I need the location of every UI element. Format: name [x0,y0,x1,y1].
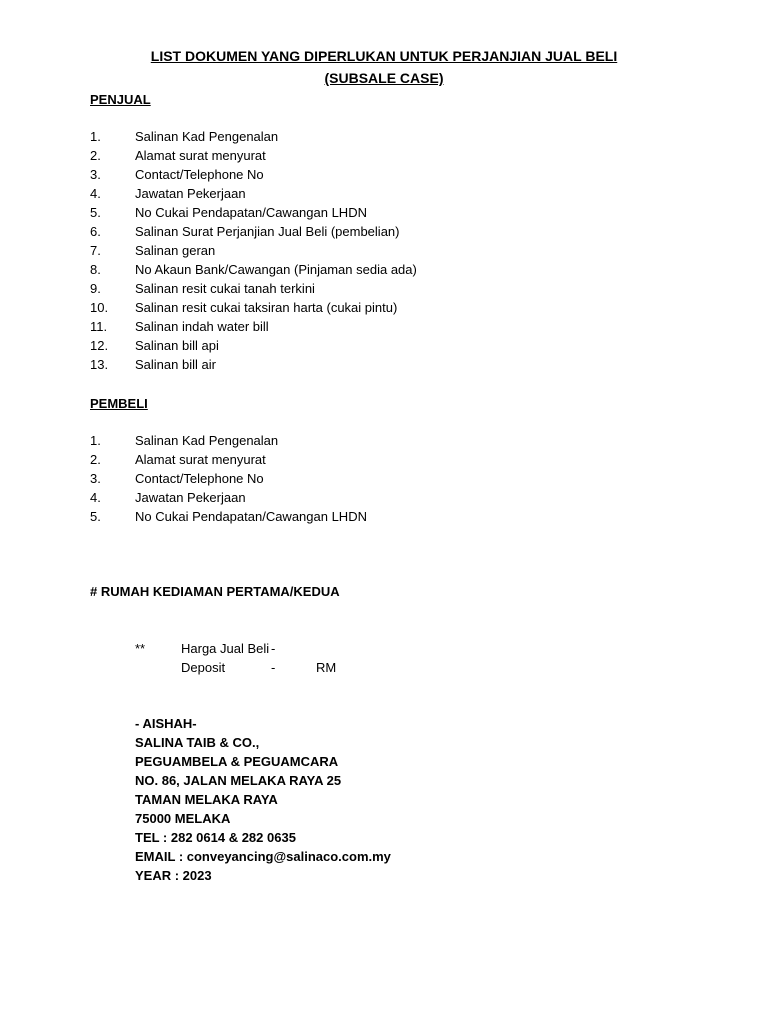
item-number: 3. [90,167,101,182]
deposit-label: Deposit [181,660,226,675]
price-marker: ** [135,641,146,656]
item-number: 2. [90,452,101,467]
item-number: 7. [90,243,101,258]
item-number: 1. [90,433,101,448]
item-number: 4. [90,186,101,201]
item-text: Salinan indah water bill [135,319,269,334]
list-item [90,317,417,336]
item-number: 10. [90,300,109,315]
penjual-heading: PENJUAL [90,92,151,107]
item-text: Salinan resit cukai taksiran harta (cukai pintu) [135,300,398,315]
item-text: Salinan Surat Perjanjian Jual Beli (pembelian) [135,224,400,239]
firm-role: PEGUAMBELA & PEGUAMCARA [135,754,339,769]
list-item [90,298,417,317]
item-text: Jawatan Pekerjaan [135,186,246,201]
item-text: No Cukai Pendapatan/Cawangan LHDN [135,509,367,524]
item-number: 8. [90,262,101,277]
item-number: 2. [90,148,101,163]
deposit-dash: - [271,660,276,675]
item-number: 6. [90,224,101,239]
list-item [90,146,417,165]
deposit-currency: RM [316,660,337,675]
item-text: Salinan resit cukai tanah terkini [135,281,315,296]
telephone: TEL : 282 0614 & 282 0635 [135,830,296,845]
list-item [90,279,417,298]
document-subtitle: (SUBSALE CASE) [324,70,444,86]
item-text: Salinan Kad Pengenalan [135,129,279,144]
list-item [90,260,417,279]
contact-block [135,714,391,885]
item-text: Salinan bill air [135,357,216,372]
list-item [90,127,417,146]
firm-name: SALINA TAIB & CO., [135,735,260,750]
item-text: No Cukai Pendapatan/Cawangan LHDN [135,205,367,220]
item-text: Alamat surat menyurat [135,452,266,467]
item-number: 12. [90,338,109,353]
list-item [90,507,367,526]
item-number: 4. [90,490,101,505]
item-number: 13. [90,357,109,372]
item-text: Contact/Telephone No [135,471,264,486]
list-item [90,241,417,260]
list-item [90,355,417,374]
list-item [90,165,417,184]
address-line: TAMAN MELAKA RAYA [135,792,278,807]
document-title: LIST DOKUMEN YANG DIPERLUKAN UNTUK PERJANJIAN JUAL BELI [150,48,618,64]
item-text: Salinan Kad Pengenalan [135,433,279,448]
list-item [90,431,367,450]
item-number: 9. [90,281,101,296]
price-label: Harga Jual Beli [181,641,270,656]
pembeli-list [90,431,367,526]
list-item [90,336,417,355]
list-item [90,469,367,488]
list-item [90,488,367,507]
list-item [90,222,417,241]
item-text: Jawatan Pekerjaan [135,490,246,505]
email: EMAIL : conveyancing@salinaco.com.my [135,849,391,864]
year: YEAR : 2023 [135,868,212,883]
list-item [90,184,417,203]
property-heading: # RUMAH KEDIAMAN PERTAMA/KEDUA [90,584,340,599]
item-number: 5. [90,205,101,220]
price-dash: - [271,641,276,656]
list-item [90,450,367,469]
item-text: Contact/Telephone No [135,167,264,182]
pembeli-heading: PEMBELI [90,396,148,411]
item-number: 5. [90,509,101,524]
item-text: Salinan geran [135,243,216,258]
item-number: 3. [90,471,101,486]
list-item [90,203,417,222]
address-line: NO. 86, JALAN MELAKA RAYA 25 [135,773,342,788]
item-number: 1. [90,129,101,144]
contact-person: - AISHAH- [135,716,197,731]
item-text: Alamat surat menyurat [135,148,266,163]
item-number: 11. [90,319,108,334]
item-text: Salinan bill api [135,338,219,353]
penjual-list [90,127,417,374]
address-line: 75000 MELAKA [135,811,231,826]
item-text: No Akaun Bank/Cawangan (Pinjaman sedia ada) [135,262,417,277]
